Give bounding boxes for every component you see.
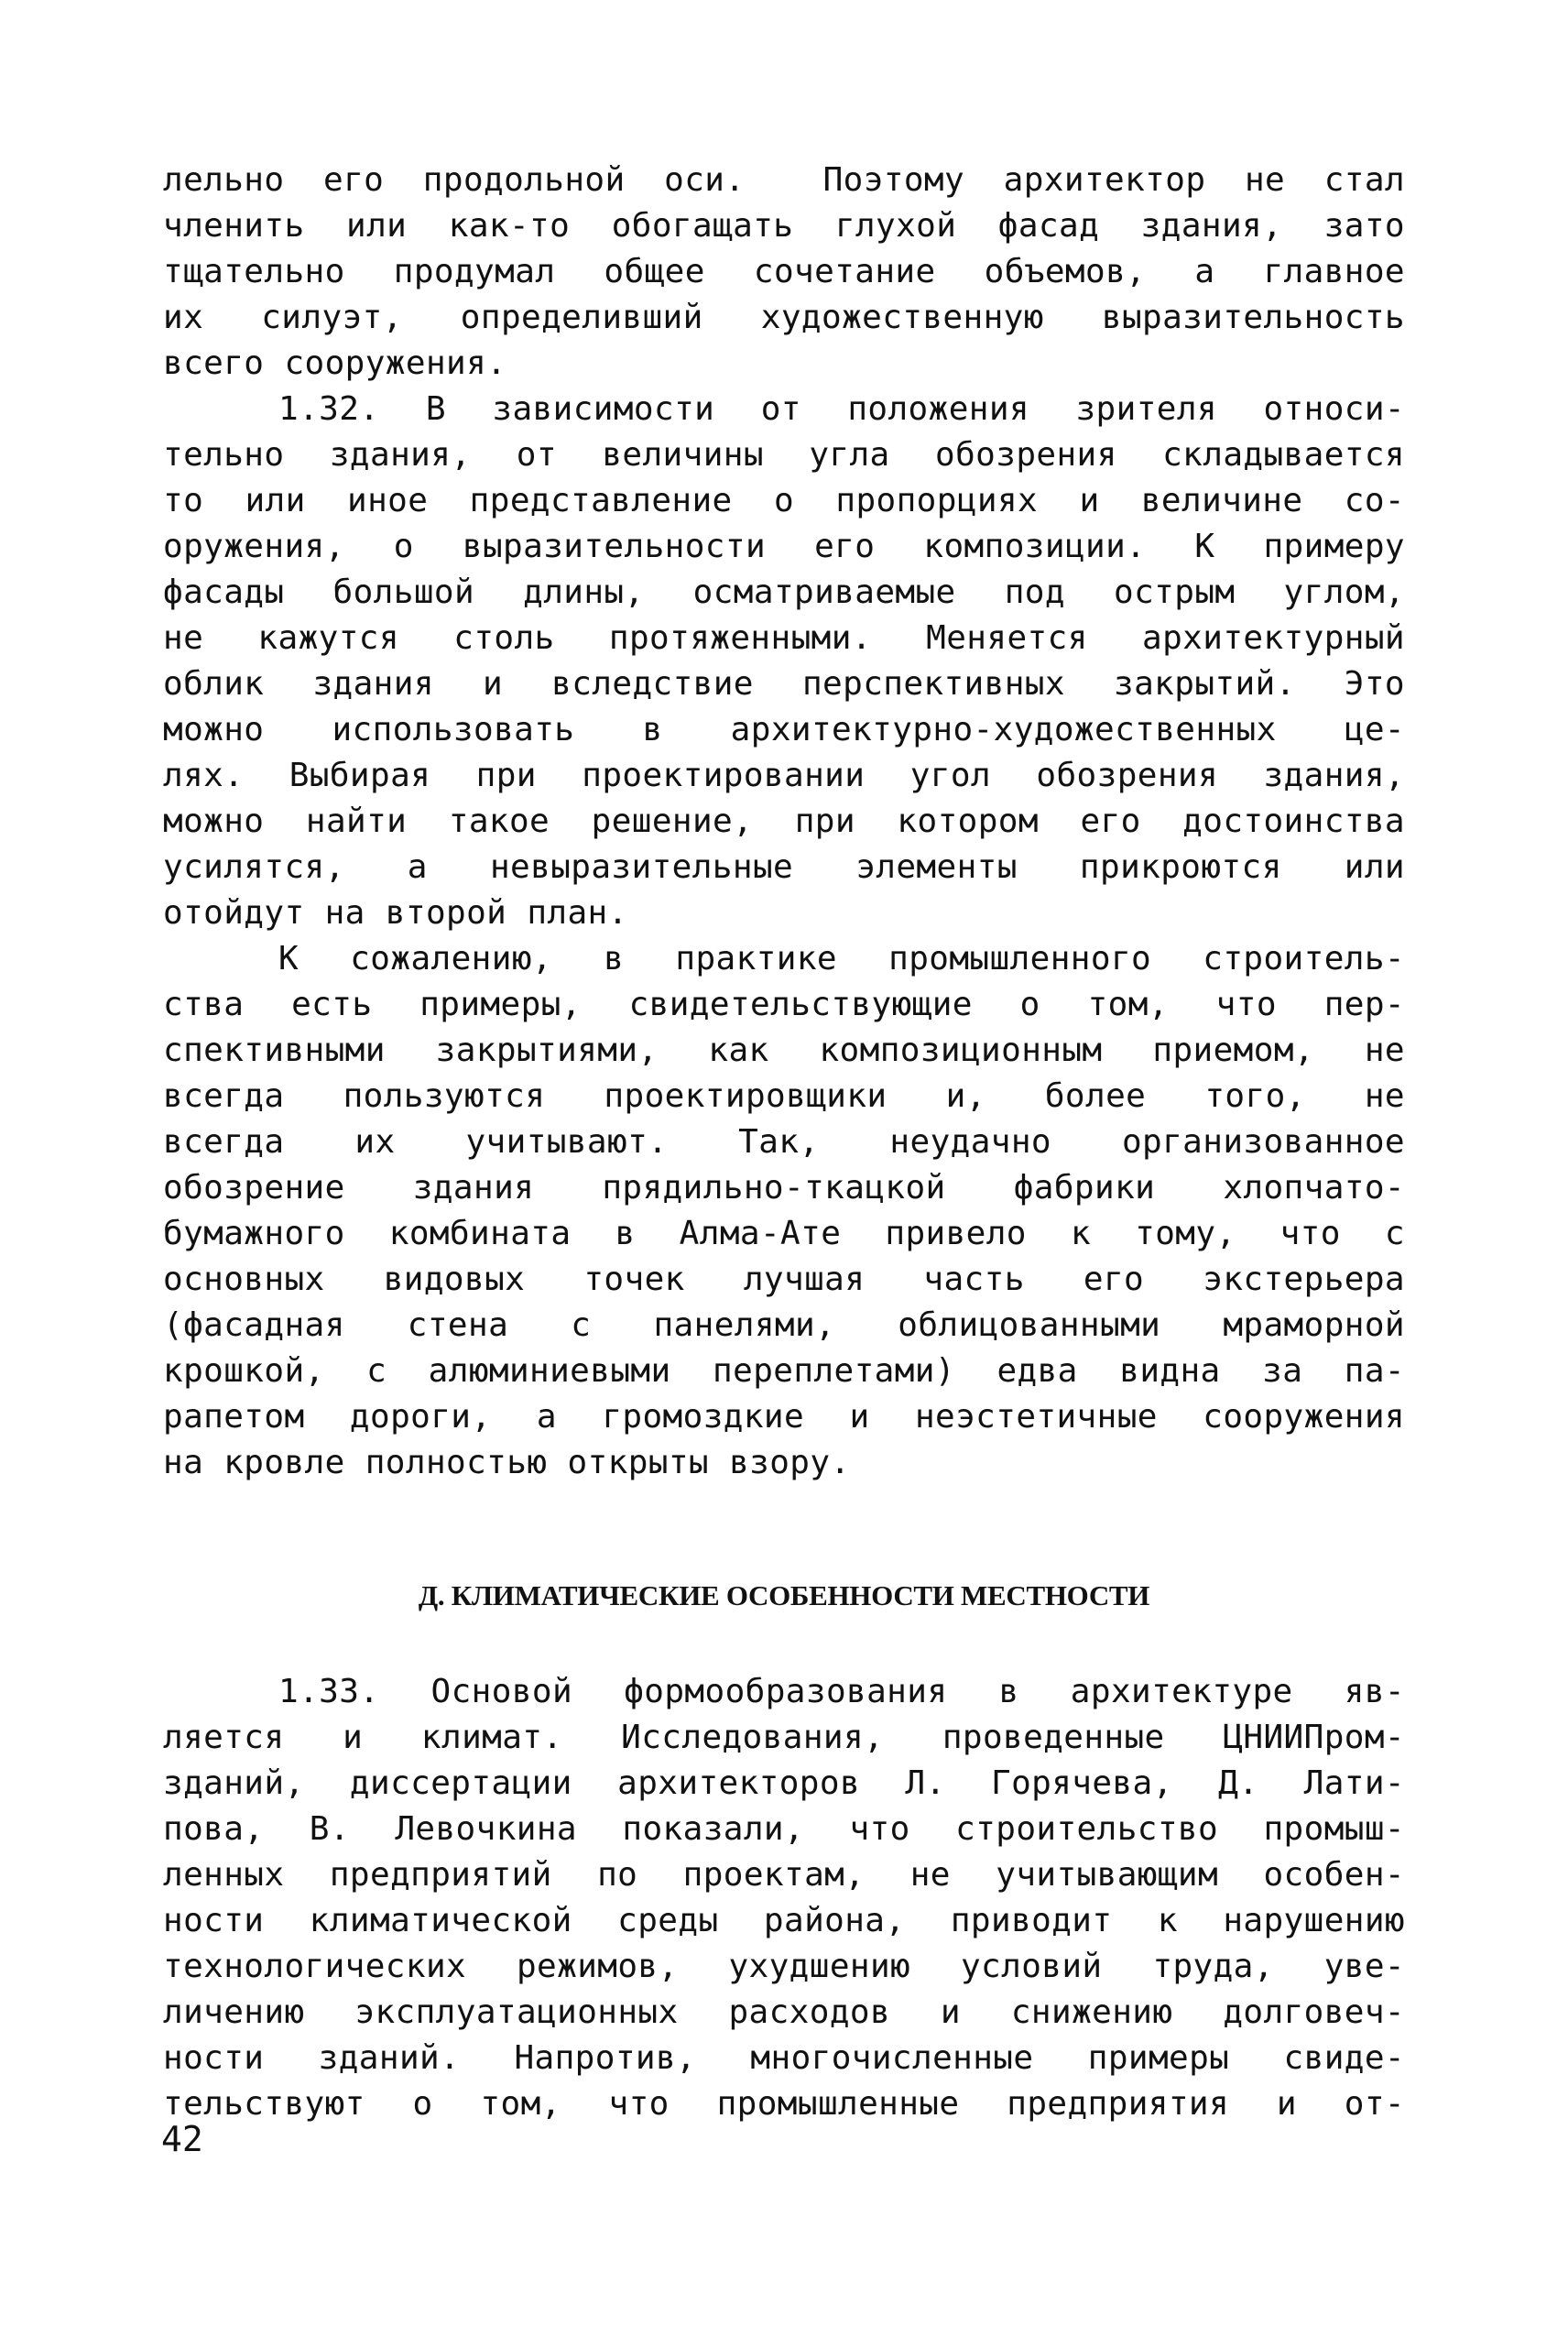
text-line: не кажутся столь протяженными. Меняется архитектурный <box>163 619 1405 657</box>
text-line: зданий, диссертации архитекторов Л. Горячева, Д. Лати- <box>163 1764 1405 1802</box>
text-line: 1.32. В зависимости от положения зрителя относи- <box>278 390 1405 428</box>
text-line: ства есть примеры, свидетельствующие о том, что пер- <box>163 986 1405 1023</box>
text-line: ности зданий. Напротив, многочисленные примеры свиде- <box>163 2039 1405 2077</box>
text-line: можно найти такое решение, при котором его достоинства <box>163 803 1405 840</box>
text-line: тщательно продумал общее сочетание объемов, а главное <box>163 253 1405 290</box>
text-line: фасады большой длины, осматриваемые под острым углом, <box>163 573 1405 611</box>
text-line: технологических режимов, ухудшению условий труда, уве- <box>163 1948 1405 1985</box>
page-number: 42 <box>161 2119 203 2159</box>
text-line: тельно здания, от величины угла обозрения складывается <box>163 436 1405 474</box>
text-line: (фасадная стена с панелями, облицованными мраморной <box>163 1306 1405 1344</box>
text-line: облик здания и вследствие перспективных закрытий. Это <box>163 665 1405 703</box>
text-line: членить или как-то обогащать глухой фасад здания, зато <box>163 207 1405 245</box>
text-line: спективными закрытиями, как композиционным приемом, не <box>163 1032 1405 1069</box>
text-line: крошкой, с алюминиевыми переплетами) едва видна за па- <box>163 1352 1405 1390</box>
text-line: усилятся, а невыразительные элементы прикроются или <box>163 848 1405 886</box>
text-line: бумажного комбината в Алма-Ате привело к тому, что с <box>163 1215 1405 1252</box>
text-line: ленных предприятий по проектам, не учитывающим особен- <box>163 1856 1405 1894</box>
text-line: рапетом дороги, а громоздкие и неэстетичные сооружения <box>163 1398 1405 1436</box>
section-heading: Д. КЛИМАТИЧЕСКИЕ ОСОБЕННОСТИ МЕСТНОСТИ <box>418 1579 1150 1611</box>
text-line: личению эксплуатационных расходов и снижению долговеч- <box>163 1993 1405 2031</box>
text-line: их силуэт, определивший художественную выразительность <box>163 299 1405 336</box>
text-line: то или иное представление о пропорциях и величине со- <box>163 482 1405 519</box>
text-line: оружения, о выразительности его композиции. К примеру <box>163 528 1405 565</box>
text-line: основных видовых точек лучшая часть его экстерьера <box>163 1261 1405 1298</box>
text-line: всегда пользуются проектировщики и, более того, не <box>163 1077 1405 1115</box>
text-line: тельствуют о том, что промышленные предприятия и от- <box>163 2085 1405 2123</box>
text-line: обозрение здания прядильно-ткацкой фабрики хлопчато- <box>163 1169 1405 1207</box>
text-line: всегда их учитывают. Так, неудачно организованное <box>163 1123 1405 1161</box>
text-line: ности климатической среды района, приводит к нарушению <box>163 1902 1405 1939</box>
text-line: ляется и климат. Исследования, проведенные ЦНИИПром- <box>163 1719 1405 1756</box>
text-line: отойдут на второй план. <box>163 894 628 932</box>
text-line: лях. Выбирая при проектировании угол обозрения здания, <box>163 757 1405 794</box>
text-line: на кровле полностью открыты взору. <box>163 1444 851 1481</box>
text-line: можно использовать в архитектурно-художественных це- <box>163 711 1405 748</box>
text-line: всего сооружения. <box>163 344 507 382</box>
text-line: К сожалению, в практике промышленного строитель- <box>278 940 1405 977</box>
text-line: пова, В. Левочкина показали, что строительство промыш- <box>163 1810 1405 1848</box>
text-line: лельно его продольной оси. Поэтому архитектор не стал <box>163 161 1405 199</box>
text-line: 1.33. Основой формообразования в архитектуре яв- <box>278 1673 1405 1710</box>
